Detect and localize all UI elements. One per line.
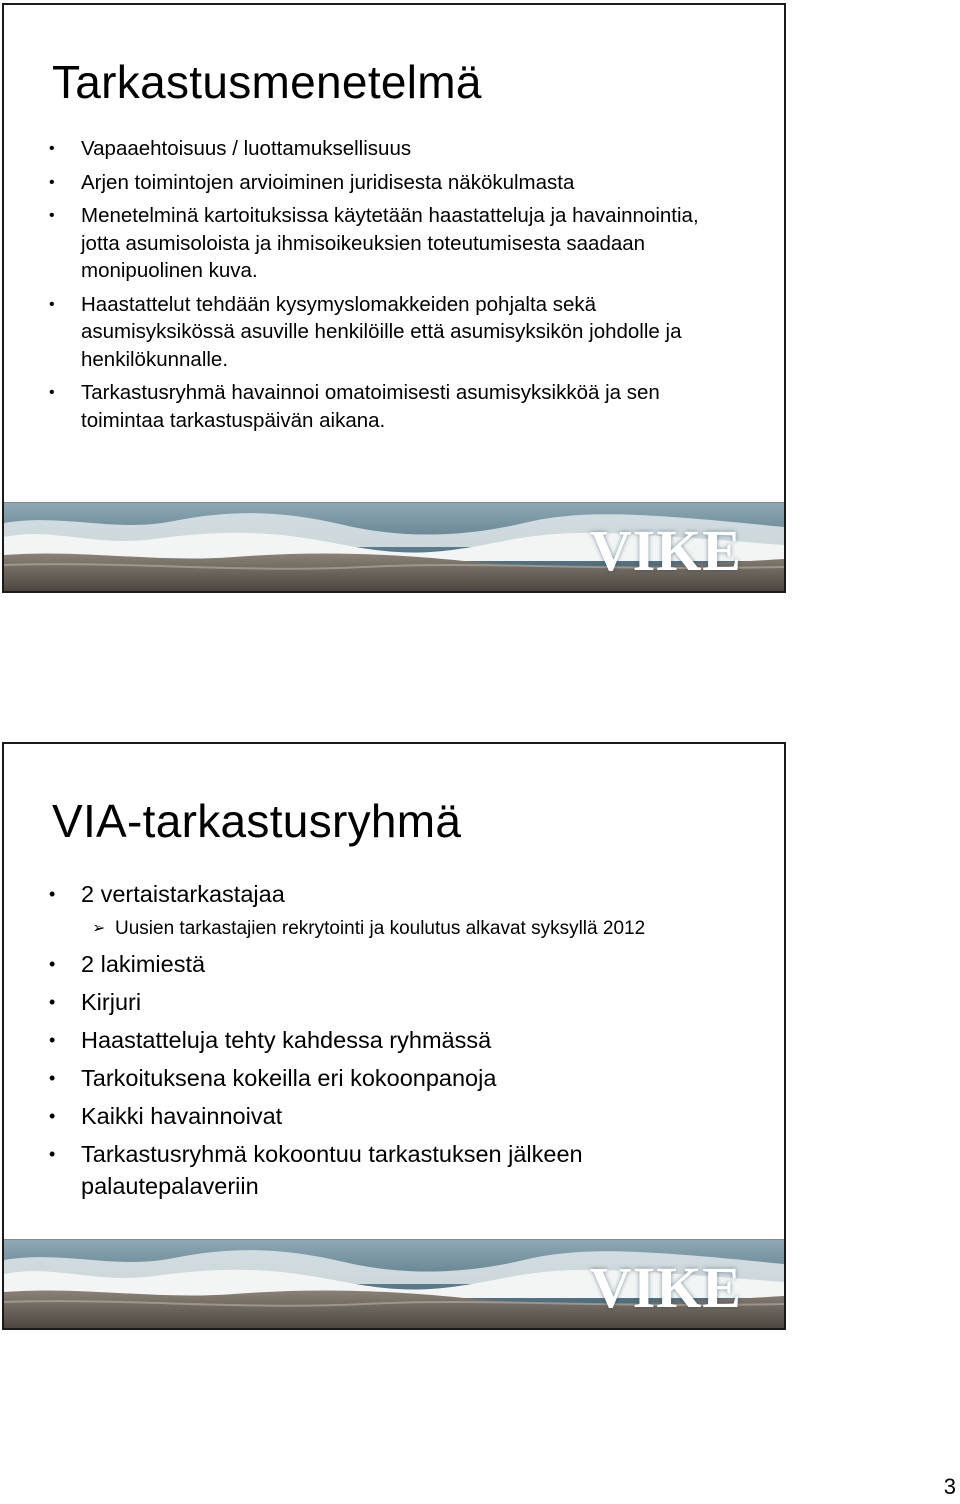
slide-tarkastusmenetelma [2,3,786,593]
bullet-text: 2 vertaistarkastajaa [81,881,285,907]
bullet-item [4,878,776,910]
bullet-icon: • [49,884,56,904]
bullet-text: Tarkastusryhmä havainnoi omatoimisesti asumisyksikköä ja sen toimintaa tarkastuspäivän aikana. [81,381,660,432]
bullet-icon: • [49,992,56,1012]
bullet-item [4,169,776,197]
bullet-text: 2 lakimiestä [81,951,206,977]
bullet-icon: • [49,295,55,313]
bullet-icon: • [49,140,55,157]
bullet-icon: • [49,384,55,401]
bullet-item [4,135,776,163]
page-number: 3 [943,1474,956,1499]
sub-bullet-text: Uusien tarkastajien rekrytointi ja koulutus alkavat syksyllä 2012 [115,918,646,939]
sea-banner [4,1239,784,1328]
bullet-icon: • [49,1144,56,1164]
bullet-item [4,948,776,980]
slide-via-tarkastusryhma [2,742,786,1330]
slide-title: VIA-tarkastusryhmä [52,795,462,847]
bullet-item [4,202,776,285]
bullet-icon: • [49,1030,56,1050]
bullet-text: Haastattelut tehdään kysymyslomakkeiden pohjalta sekä asumisyksikössä asuville henkilöille että asumisyksikön johdolle ja henkilökunnalle. [81,292,682,371]
bullet-item [4,379,776,434]
bullet-text: Kirjuri [81,989,142,1015]
bullet-text: Menetelminä kartoituksissa käytetään haastatteluja ja havainnointia, jotta asumisoloista ja ihmisoikeuksien toteutumisesta saadaan monipuolinen kuva. [81,204,699,282]
bullet-list [4,878,776,1208]
arrow-bullet-icon: ➢ [92,920,106,937]
bullet-item [4,1100,776,1132]
sea-banner [4,502,784,591]
vike-logo: VIKE [589,518,742,583]
bullet-icon: • [49,1106,56,1126]
bullet-item [4,1138,776,1202]
bullet-text: Kaikki havainnoivat [81,1103,283,1129]
bullet-item [4,291,776,374]
bullet-text: Tarkastusryhmä kokoontuu tarkastuksen jälkeen palautepalaveriin [81,1141,583,1199]
slide-title: Tarkastusmenetelmä [52,56,482,108]
bullet-icon: • [49,173,55,191]
bullet-icon: • [49,954,56,974]
sub-bullet-item [4,916,776,942]
vike-logo: VIKE [589,1255,742,1320]
bullet-icon: • [49,1068,56,1088]
bullet-item [4,1024,776,1056]
bullet-text: Arjen toimintojen arvioiminen juridisesta näkökulmasta [81,170,575,194]
bullet-text: Tarkoituksena kokeilla eri kokoonpanoja [81,1065,497,1091]
bullet-icon: • [49,207,55,224]
bullet-text: Haastatteluja tehty kahdessa ryhmässä [81,1027,492,1053]
bullet-item [4,986,776,1018]
bullet-text: Vapaaehtoisuus / luottamuksellisuus [81,137,412,160]
bullet-list [4,135,776,440]
bullet-item [4,1062,776,1094]
